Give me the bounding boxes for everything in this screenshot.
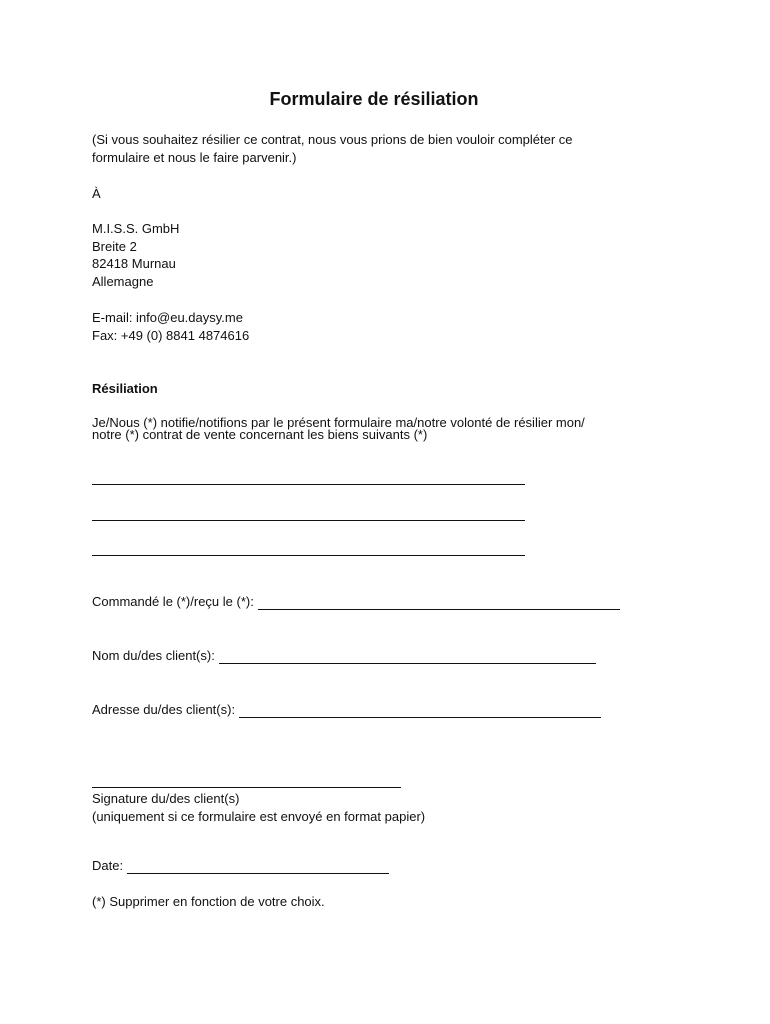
recipient-country: Allemagne bbox=[92, 274, 154, 289]
date-input-line[interactable] bbox=[127, 859, 389, 874]
signature-note: (uniquement si ce formulaire est envoyé en format papier) bbox=[92, 809, 426, 824]
customer-address-field bbox=[92, 701, 601, 718]
signature-blank-line[interactable] bbox=[92, 787, 401, 788]
recipient-email: E-mail: info@eu.daysy.me bbox=[92, 310, 243, 325]
declaration-line-2: notre (*) contrat de vente concernant les biens suivants (*) bbox=[92, 427, 428, 442]
intro-text-line-1: (Si vous souhaitez résilier ce contrat, nous vous prions de bien vouloir compléter ce bbox=[92, 132, 573, 147]
ordered-received-field bbox=[92, 593, 620, 610]
ordered-received-input-line[interactable] bbox=[258, 595, 620, 610]
recipient-company: M.I.S.S. GmbH bbox=[92, 221, 180, 236]
customer-name-field bbox=[92, 647, 596, 664]
customer-address-input-line[interactable] bbox=[239, 703, 601, 718]
footnote: (*) Supprimer en fonction de votre choix. bbox=[92, 894, 325, 909]
date-label: Date: bbox=[92, 858, 124, 873]
goods-blank-line-1[interactable] bbox=[92, 484, 525, 485]
section-heading: Résiliation bbox=[92, 381, 158, 396]
recipient-fax: Fax: +49 (0) 8841 4874616 bbox=[92, 328, 250, 343]
form-title: Formulaire de résiliation bbox=[269, 89, 479, 109]
goods-blank-line-2[interactable] bbox=[92, 520, 525, 521]
declaration-line-1: Je/Nous (*) notifie/notifions par le présent formulaire ma/notre volonté de résilier mon/ bbox=[92, 415, 585, 430]
signature-label: Signature du/des client(s) bbox=[92, 791, 240, 806]
recipient-city: 82418 Murnau bbox=[92, 256, 176, 271]
customer-name-label: Nom du/des client(s): bbox=[92, 648, 215, 663]
intro-text-line-2: formulaire et nous le faire parvenir.) bbox=[92, 150, 297, 165]
goods-blank-line-3[interactable] bbox=[92, 555, 525, 556]
customer-address-label: Adresse du/des client(s): bbox=[92, 702, 236, 717]
recipient-street: Breite 2 bbox=[92, 239, 137, 254]
recipient-label: À bbox=[92, 186, 101, 201]
date-field bbox=[92, 857, 389, 874]
customer-name-input-line[interactable] bbox=[219, 649, 596, 664]
ordered-received-label: Commandé le (*)/reçu le (*): bbox=[92, 594, 254, 609]
